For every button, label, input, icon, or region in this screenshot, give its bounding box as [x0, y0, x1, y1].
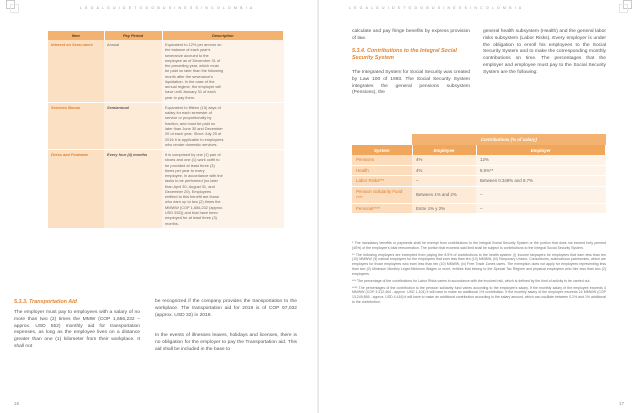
employer-cell: Between 0.348% and 8.7%	[476, 176, 606, 187]
running-header: L E G A L G U I D E T O D O B U S I N E S S I N C O L O M B I A	[349, 6, 523, 10]
description-cell: It is comprised by one (1) pair of shoes and one (1) work outfit to be provided at least three (3) times per year to every employee, in accordance with the tasks to be performed (no later than April 30, August 31, and December 20). Employees entitled to this benefit are those who earn up to two (2) times the MMWW (COP 1,656,232 (approx. USD 552)) and that have been employed for at least three (3) months.	[162, 150, 284, 229]
column-header: Employer	[476, 145, 606, 155]
employer-cell: 12%	[476, 155, 606, 165]
table-row	[352, 187, 606, 203]
footnote: *** The percentage of the contributions for Labor Risks varies in accordance with the involved risk, which is defined by the kind of activity to be carried out.	[352, 278, 591, 283]
table-row	[352, 155, 606, 165]
employee-cell: Entre 1% y 2%	[412, 203, 476, 214]
system-cell: Pension Solidarity Fund ****	[352, 187, 412, 203]
employee-cell: 4%	[412, 155, 476, 165]
transportation-paragraph-cont: be recognized if the company provides the transportation to the workplace. The transportation aid for 2019 is of COP 97,032 (approx. USD 32) in 2019.	[155, 299, 297, 318]
system-cell: Health	[352, 165, 412, 176]
employer-cell: 8.5%**	[476, 165, 606, 176]
table-row	[48, 150, 284, 229]
column-header: Employee	[412, 145, 476, 155]
column-header: Item	[48, 31, 104, 40]
item-cell: Interest on Seve-rance	[48, 40, 104, 102]
contributions-title: Contributions (% of salary)	[412, 134, 606, 145]
footnotes	[352, 241, 606, 307]
system-cell: Pensions	[352, 155, 412, 165]
section-title-contributions: 5.3.4. Contributions to the Integral Social Security System	[352, 48, 457, 62]
employee-cell: –	[412, 176, 476, 187]
table-row	[352, 165, 606, 176]
corner-logo-icon	[6, 0, 22, 16]
footnote: * The mandatory benefits or payments shall be exempt from contributions to the Integral Social Security System or the portion that does not exceed forty percent (40%) of the employee's total remuneration. The portion that exceeds said limit shall be subject to contributions to the Integral Social Security System.	[352, 241, 606, 250]
corner-logo-icon	[616, 0, 632, 16]
employee-cell: Between 1% and 2%	[412, 187, 476, 203]
item-cell: Dress and Footwear	[48, 150, 104, 229]
table-row	[352, 176, 606, 187]
footnote: **** The percentages of the contribution to the pension solidarity fund varies according to the employee's salary. If the monthly salary of the employee exceeds 4 MMWW (COP 3,312,464 - approx. USD 1,104) it will have to make an additional 1% contribution. If the monthly salary of the employee exceeds 16 MMWW (COP 13,249,856 - approx. USD 4,416) it will have to make an additional contribution according to the salary amount, which can oscillate between 0.2% and 1% additional to the contribution.	[352, 285, 606, 305]
period-cell: Annual	[104, 40, 162, 102]
employee-cell: 4%	[412, 165, 476, 176]
page-number: 16	[14, 401, 20, 406]
employer-cell: –	[476, 203, 606, 214]
page-number: 17	[618, 401, 624, 406]
column-header: Description	[162, 31, 284, 40]
social-security-paragraph-cont: general health subsystem (Health) and the general labor risks subsystem (Labor Risks). Every employer is under the obligation to enroll his employees to the Social Security System and to make the corresponding monthly contributions on time. The percentages that the employer and employee must pay to the Social Security System are the following:	[483, 29, 606, 75]
description-cell: Equivalent to 12% per annum on the balance of each year's severance accrued to the employee as of December 31 of the preceding year, which must be paid no later than the following month after the severance's liquidation. In the case of the annual regime, the employer will have until January 31 of each year to pay them.	[162, 40, 284, 102]
item-cell: Services Bonus	[48, 102, 104, 149]
transportation-paragraph: The employer must pay to employees with a salary of no more than two (2) times the MMW (COP 1,656,232 – approx. USD 552) monthly aid for transportation expenses, as long as the employee lives on a distance greater than one (1) kilometer from their workplace. It shall not	[14, 310, 140, 349]
pay-period-table	[48, 31, 284, 229]
description-cell: Equivalent to fifteen (15) days of salary for each semester of service or proportionally by fraction, and must be paid no later than June 30 and December 20 of each year. Since July 29 of 2016 it is applicable to employees who render domestic services.	[162, 102, 284, 149]
social-security-paragraph: The Integrated System for Social Security was created by Law 100 of 1993. The Social Security System integrates the general pensions subsystem (Pensions), the	[352, 70, 470, 96]
system-cell: Personal****	[352, 203, 412, 214]
footnote: ** The following employers are exempted from paying the 8.5% of contributions to the health system: (i) Income taxpayers for employees that earn less than ten (10) MMWW, (ii) natural employers for the employees that earn less than ten (10) MMWW, (iii) Temporary Unions, Consortiums, autonomous patrimonies, which are employers for those employees who earn less than ten (10) MMWW, (iv) Free Trade Zones users. The exemption does not apply for employees representing less than two (2) Minimum Monthly Legal Minimum Wages or more, entities that belong to the Special Tax Regime and physical employees who hire less than two (2) employees.	[352, 252, 606, 276]
section-title-transportation: 5.3.3. Transportation Aid	[14, 299, 77, 305]
period-cell: Every four (4) months	[104, 150, 162, 229]
table-row	[48, 102, 284, 149]
fringe-benefits-paragraph: calculate and pay fringe benefits by express provision of law.	[352, 29, 470, 41]
running-header: L E G A L G U I D E T O D O B U S I N E S S I N C O L O M B I A	[80, 6, 254, 10]
column-header: System	[352, 145, 412, 155]
employer-cell: –	[476, 187, 606, 203]
contributions-table	[352, 134, 606, 214]
column-header: Pay Period	[104, 31, 162, 40]
table-row	[48, 40, 284, 102]
period-cell: Semiannual	[104, 102, 162, 149]
transportation-paragraph-illness: In the events of illnesses leaves, holidays and licenses, there is no obligation for the employer to pay the Transportation aid. This aid shall be included in the base to	[155, 333, 297, 352]
system-cell: Labor Risks***	[352, 176, 412, 187]
right-page	[319, 0, 638, 413]
table-row	[352, 203, 606, 214]
